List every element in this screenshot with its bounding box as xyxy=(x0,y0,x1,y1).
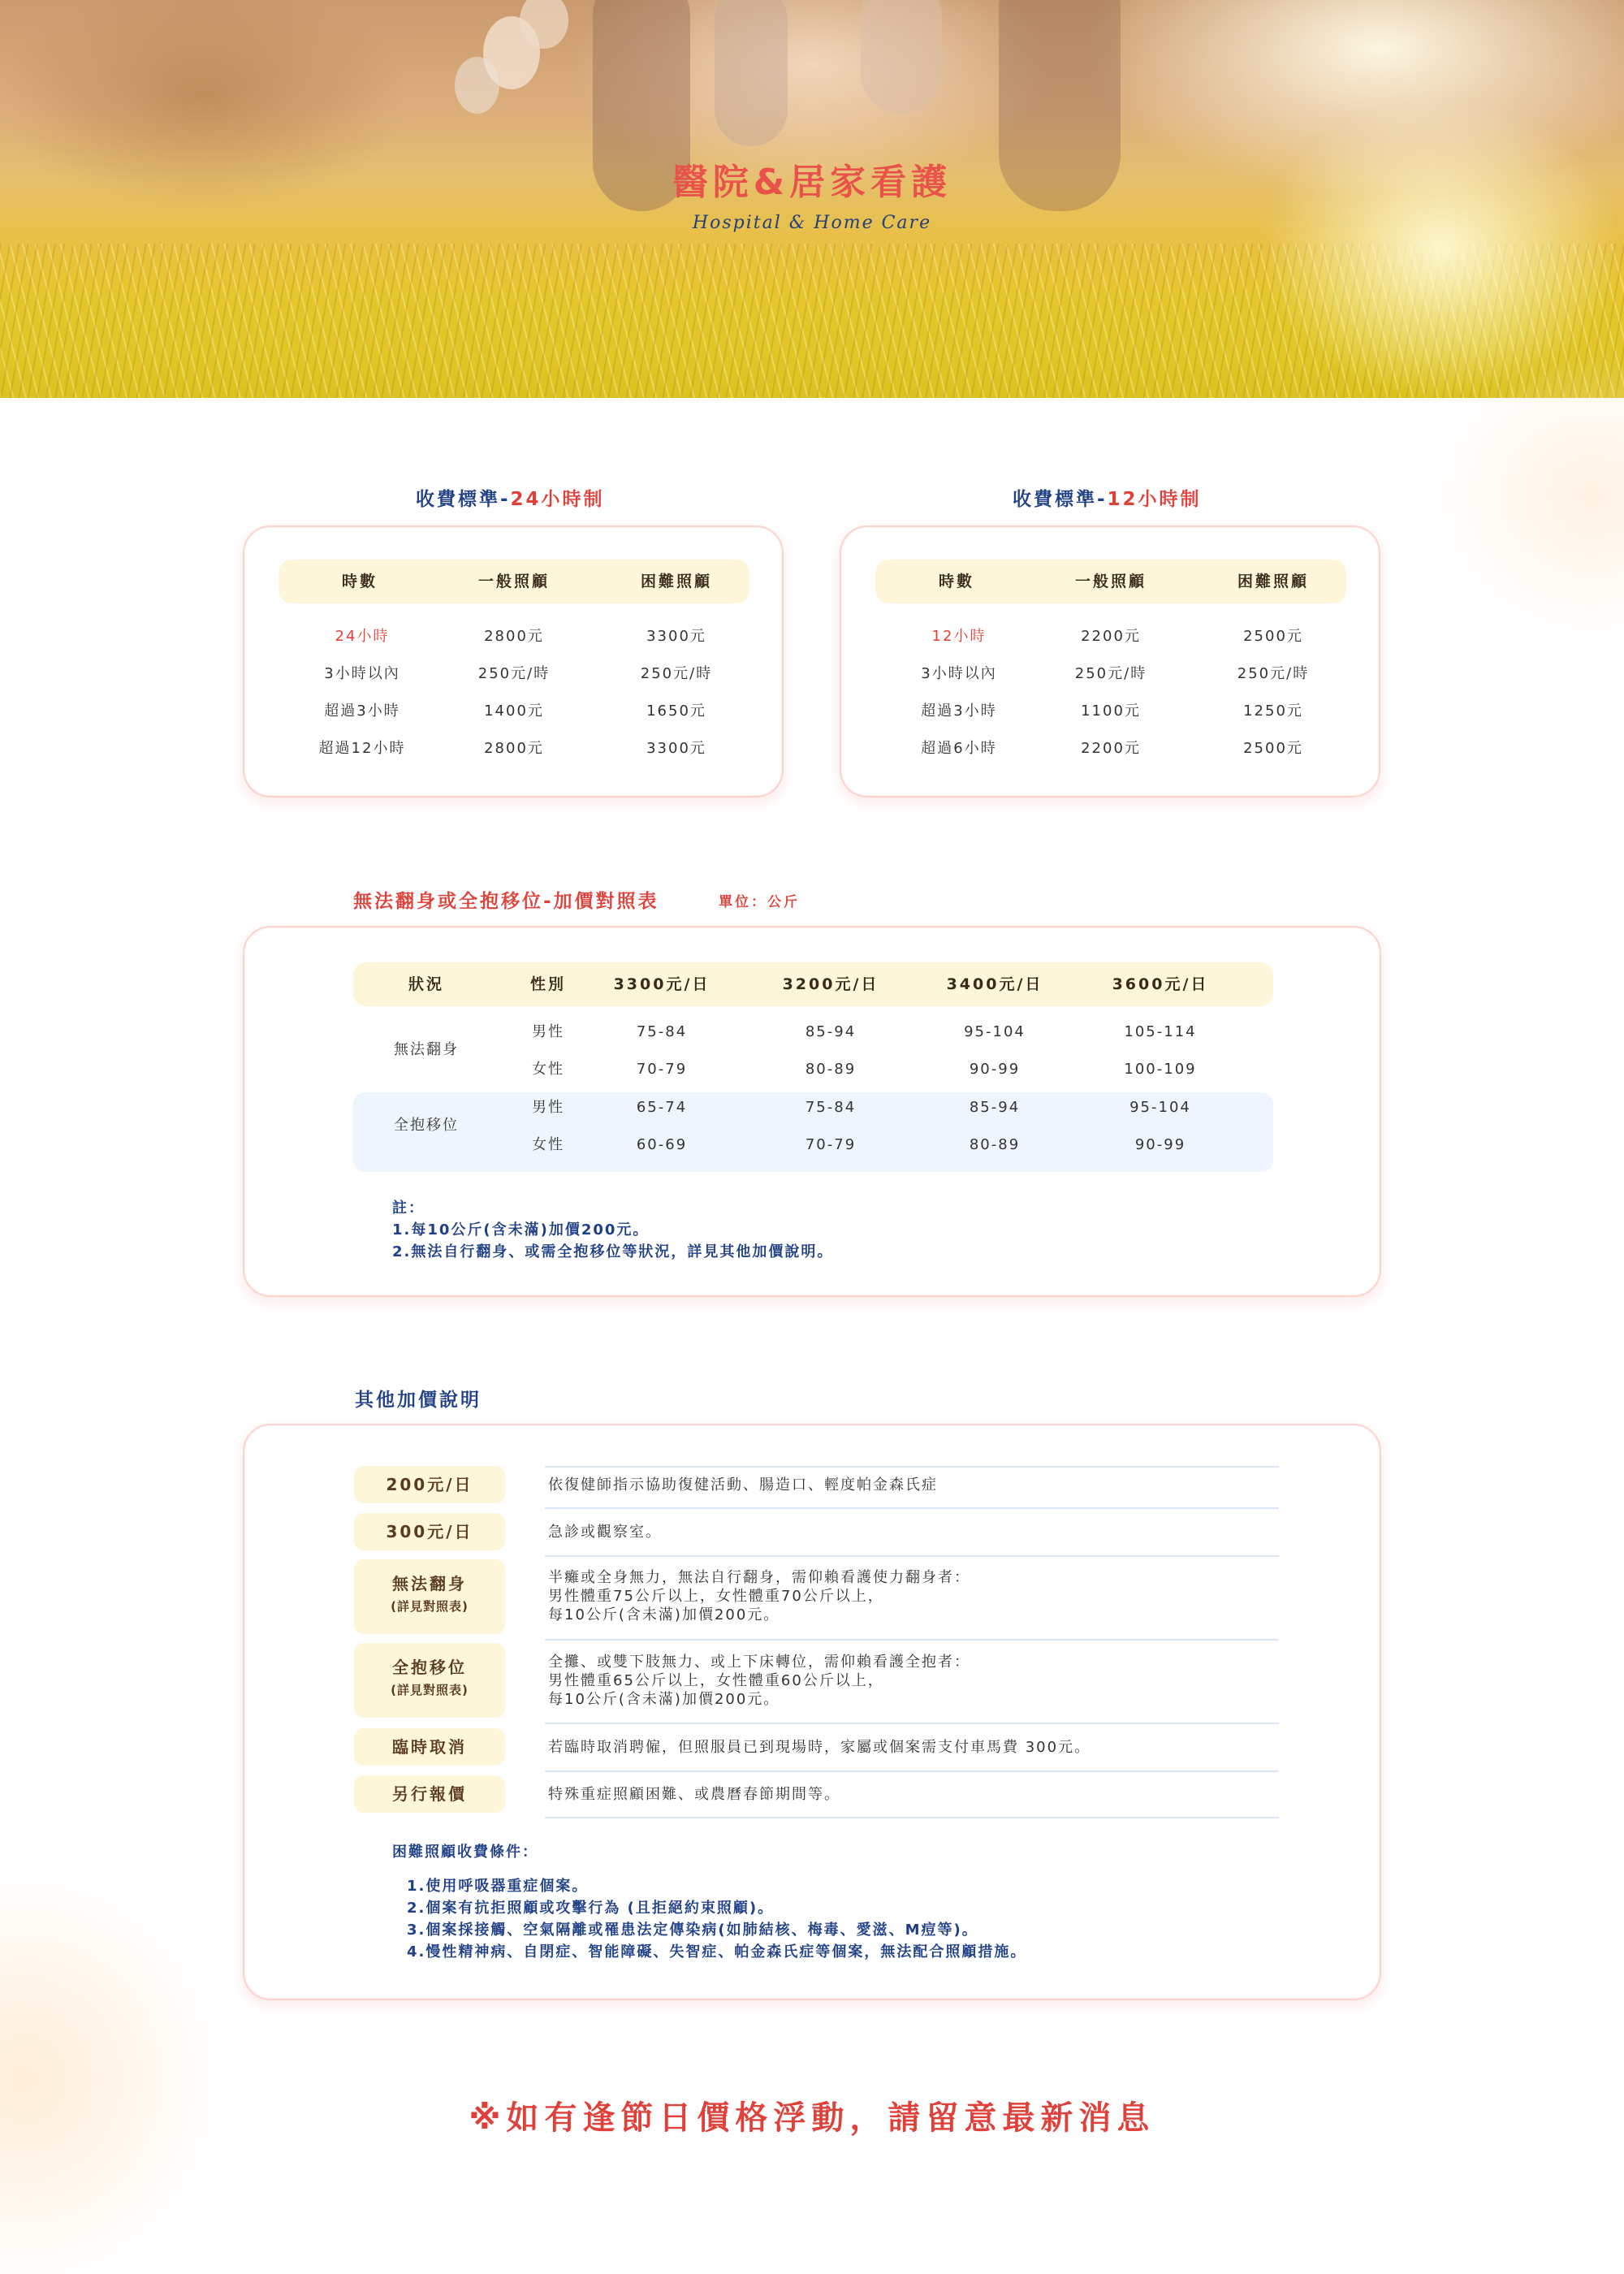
surcharge-cell: 60-69 xyxy=(636,1136,688,1153)
surcharge-cell: 女性 xyxy=(532,1061,564,1078)
surcharge-cell: 85-94 xyxy=(805,1023,857,1040)
fee24-cell: 1400元 xyxy=(484,703,544,720)
extra-desc xyxy=(548,1568,970,1624)
extra-tag-label: 200元/日 xyxy=(386,1475,473,1494)
fee24-cell: 2800元 xyxy=(484,628,544,645)
extra-tag-sublabel: (詳見對照表) xyxy=(391,1599,469,1614)
extra-desc xyxy=(548,1523,662,1541)
fee24-title-highlight: 24小時制 xyxy=(510,489,605,510)
surcharge-title: 無法翻身或全抱移位-加價對照表 xyxy=(353,891,659,912)
fee12-header-difficult: 困難照顧 xyxy=(1237,573,1309,590)
extra-desc xyxy=(548,1785,840,1804)
fee12-title-prefix: 收費標準- xyxy=(1013,489,1108,510)
extra-desc-line: 全攤、或雙下肢無力、或上下床轉位，需仰賴看護全抱者： xyxy=(548,1654,970,1671)
surcharge-note-line: 1.每10公斤(含未滿)加價200元。 xyxy=(392,1221,650,1239)
surcharge-cell: 75-84 xyxy=(636,1023,688,1040)
divider xyxy=(545,1507,1279,1509)
fee12-cell: 2500元 xyxy=(1243,628,1303,645)
extra-desc-line: 特殊重症照顧困難、或農曆春節期間等。 xyxy=(548,1786,840,1803)
fee12-cell: 超過3小時 xyxy=(921,703,997,720)
extra-desc xyxy=(548,1653,970,1709)
surcharge-header-status: 狀況 xyxy=(408,975,444,993)
fee24-cell: 超過3小時 xyxy=(324,703,400,720)
extra-tag xyxy=(354,1466,505,1503)
surcharge-notes xyxy=(392,1197,833,1263)
fee24-header-hours: 時數 xyxy=(341,573,378,590)
surcharge-header-3600: 3600元/日 xyxy=(1112,975,1209,993)
extra-tag xyxy=(354,1728,505,1766)
surcharge-group-label: 無法翻身 xyxy=(394,1041,459,1058)
fee12-cell: 250元/時 xyxy=(1237,665,1310,682)
surcharge-cell: 95-104 xyxy=(1129,1099,1191,1116)
extra-tag-sublabel: (詳見對照表) xyxy=(391,1683,469,1697)
fee24-table-header xyxy=(279,560,749,603)
decorative-glow xyxy=(0,1868,227,2274)
difficult-care-conditions xyxy=(407,1875,1026,1963)
extra-tag xyxy=(354,1559,505,1634)
divider xyxy=(545,1639,1279,1641)
surcharge-cell: 70-79 xyxy=(636,1061,688,1078)
surcharge-table-header xyxy=(353,962,1273,1006)
fee12-cell: 1100元 xyxy=(1081,703,1141,720)
surcharge-cell: 95-104 xyxy=(964,1023,1026,1040)
divider xyxy=(545,1770,1279,1772)
blurred-figure xyxy=(861,0,942,114)
extra-tag-label: 另行報價 xyxy=(392,1784,467,1804)
extra-desc-line: 男性體重65公斤以上，女性體重60公斤以上， xyxy=(548,1672,884,1689)
surcharge-cell: 80-89 xyxy=(969,1136,1021,1153)
condition-item: 4.慢性精神病、自閉症、智能障礙、失智症、帕金森氏症等個案，無法配合照顧措施。 xyxy=(407,1943,1027,1961)
surcharge-cell: 65-74 xyxy=(636,1099,688,1116)
divider xyxy=(545,1466,1279,1468)
blurred-figure xyxy=(715,0,788,146)
surcharge-header-3400: 3400元/日 xyxy=(946,975,1043,993)
fee24-cell: 250元/時 xyxy=(477,665,551,682)
surcharge-note-line: 2.無法自行翻身、或需全抱移位等狀況，詳見其他加價說明。 xyxy=(392,1243,834,1260)
fee12-cell: 2200元 xyxy=(1081,740,1141,757)
holiday-price-notice: ※如有逢節日價格浮動，請留意最新消息 xyxy=(469,2099,1155,2137)
fee24-header-general: 一般照顧 xyxy=(477,573,550,590)
fee24-title-prefix: 收費標準- xyxy=(416,489,511,510)
fee12-title-highlight: 12小時制 xyxy=(1107,489,1202,510)
extra-tag xyxy=(354,1513,505,1550)
fee12-title xyxy=(1013,484,1202,511)
condition-item: 2.個案有抗拒照顧或攻擊行為 (且拒絕約束照顧)。 xyxy=(407,1900,775,1917)
surcharge-cell: 女性 xyxy=(532,1136,564,1153)
fee24-header-difficult: 困難照顧 xyxy=(640,573,712,590)
fee12-header-general: 一般照顧 xyxy=(1074,573,1147,590)
surcharge-header-3200: 3200元/日 xyxy=(782,975,879,993)
condition-item: 3.個案採接觸、空氣隔離或罹患法定傳染病(如肺結核、梅毒、愛滋、M痘等)。 xyxy=(407,1922,978,1939)
surcharge-group-label: 全抱移位 xyxy=(394,1117,459,1134)
surcharge-cell: 80-89 xyxy=(805,1061,857,1078)
surcharge-cell: 90-99 xyxy=(969,1061,1021,1078)
fee12-cell: 12小時 xyxy=(931,628,987,645)
hero-banner xyxy=(0,0,1624,398)
extra-tag-label: 無法翻身 xyxy=(392,1574,467,1593)
surcharge-cell: 100-109 xyxy=(1124,1061,1197,1078)
extra-desc xyxy=(548,1476,938,1494)
fee12-cell: 1250元 xyxy=(1243,703,1303,720)
fee24-title xyxy=(416,484,605,511)
fee12-card xyxy=(840,525,1380,798)
surcharge-cell: 男性 xyxy=(532,1099,564,1116)
surcharge-cell: 男性 xyxy=(532,1023,564,1040)
extra-tag-label: 臨時取消 xyxy=(392,1737,467,1757)
extra-desc-line: 男性體重75公斤以上，女性體重70公斤以上， xyxy=(548,1588,884,1605)
surcharge-cell: 85-94 xyxy=(969,1099,1021,1116)
fee24-cell: 250元/時 xyxy=(640,665,713,682)
fee12-cell: 250元/時 xyxy=(1074,665,1147,682)
fee12-cell: 2200元 xyxy=(1081,628,1141,645)
divider xyxy=(545,1723,1279,1724)
difficult-care-conditions-title: 困難照顧收費條件： xyxy=(392,1844,538,1861)
extra-desc-line: 半癱或全身無力，無法自行翻身，需仰賴看護使力翻身者： xyxy=(548,1569,970,1586)
extra-desc-line: 急診或觀察室。 xyxy=(548,1524,662,1541)
extra-tag-label: 全抱移位 xyxy=(392,1658,467,1677)
surcharge-header-gender: 性別 xyxy=(529,975,566,993)
extra-card xyxy=(243,1424,1381,2000)
surcharge-cell: 105-114 xyxy=(1124,1023,1197,1040)
fee24-cell: 3300元 xyxy=(646,628,706,645)
balloon-shape xyxy=(455,57,499,114)
fee12-cell: 2500元 xyxy=(1243,740,1303,757)
fee12-cell: 3小時以內 xyxy=(921,665,997,682)
extra-tag xyxy=(354,1643,505,1718)
extra-desc xyxy=(548,1738,1091,1757)
balloon-shape xyxy=(520,0,568,49)
fee24-cell: 24小時 xyxy=(335,628,390,645)
extra-tag-label: 300元/日 xyxy=(386,1522,473,1541)
extra-desc-line: 每10公斤(含未滿)加價200元。 xyxy=(548,1691,780,1708)
fee24-card xyxy=(243,525,784,798)
hero-subtitle: Hospital & Home Care xyxy=(692,213,932,233)
surcharge-unit: 單位：公斤 xyxy=(719,894,800,910)
extra-desc-line: 若臨時取消聘僱，但照服員已到現場時，家屬或個案需支付車馬費 300元。 xyxy=(548,1739,1091,1756)
surcharge-cell: 70-79 xyxy=(805,1136,857,1153)
fee12-table-header xyxy=(875,560,1346,603)
fee24-cell: 3小時以內 xyxy=(324,665,400,682)
surcharge-note-heading: 註： xyxy=(392,1200,425,1217)
condition-item: 1.使用呼吸器重症個案。 xyxy=(407,1878,589,1895)
surcharge-header-3300: 3300元/日 xyxy=(613,975,710,993)
fee24-cell: 3300元 xyxy=(646,740,706,757)
divider xyxy=(545,1817,1279,1818)
fee24-cell: 2800元 xyxy=(484,740,544,757)
extra-desc-line: 每10公斤(含未滿)加價200元。 xyxy=(548,1606,780,1623)
hero-title: 醫院&居家看護 xyxy=(672,162,952,203)
fee24-cell: 1650元 xyxy=(646,703,706,720)
extra-title: 其他加價說明 xyxy=(355,1390,482,1411)
surcharge-card xyxy=(243,926,1381,1297)
divider xyxy=(545,1555,1279,1557)
surcharge-cell: 75-84 xyxy=(805,1099,857,1116)
fee24-cell: 超過12小時 xyxy=(318,740,406,757)
fee12-cell: 超過6小時 xyxy=(921,740,997,757)
extra-desc-line: 依復健師指示協助復健活動、腸造口、輕度帕金森氏症 xyxy=(548,1476,938,1494)
extra-tag xyxy=(354,1775,505,1813)
fee12-header-hours: 時數 xyxy=(938,573,974,590)
surcharge-cell: 90-99 xyxy=(1134,1136,1186,1153)
